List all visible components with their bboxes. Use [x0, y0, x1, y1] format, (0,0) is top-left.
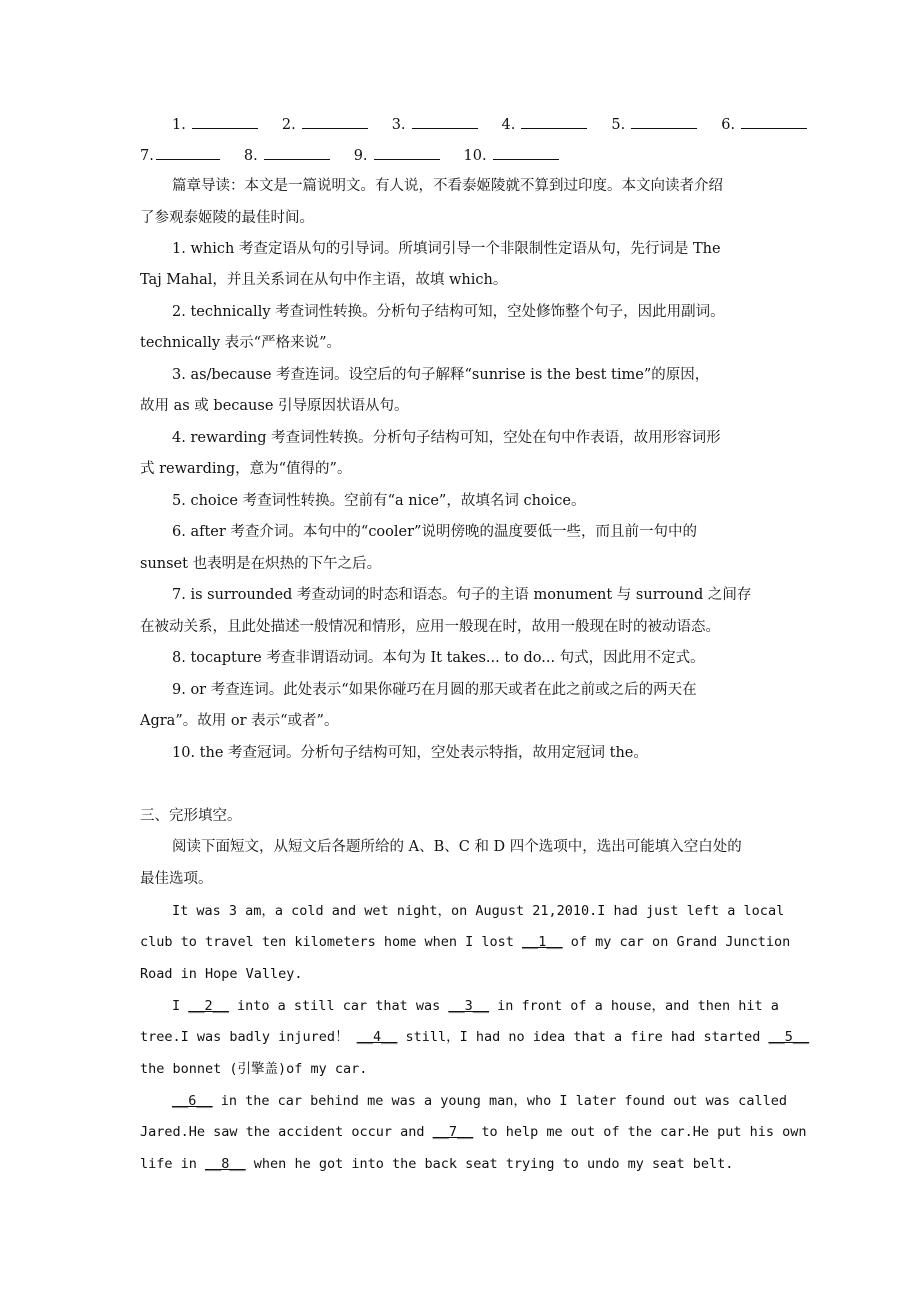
blank-label: 3. — [391, 117, 406, 133]
answer-blank[interactable] — [374, 145, 440, 160]
passage-text: life in — [140, 1156, 206, 1172]
blank-label: 10. — [463, 148, 487, 164]
passage-guide-line-1: 篇章导读：本文是一篇说明文。有人说，不看泰姬陵就不算到过印度。本文向读者介绍 — [172, 178, 723, 194]
answer-explanation-cont: 在被动关系，且此处描述一般情况和情形，应用一般现在时，故用一般现在时的被动语态。 — [140, 619, 720, 635]
passage-text: in front of a house，and then hit a — [489, 998, 779, 1014]
cloze-blank-5[interactable]: __5__ — [768, 1029, 810, 1045]
answer-explanation-cont: 故用 as 或 because 引导原因状语从句。 — [140, 398, 409, 414]
blank-label: 5. — [611, 117, 626, 133]
answer-explanation: 6. after 考查介词。本句中的“cooler”说明傍晚的温度要低一些，而且前一句中的 — [172, 524, 697, 540]
blank-label: 7. — [140, 148, 154, 164]
answer-explanation: 1. which 考查定语从句的引导词。所填词引导一个非限制性定语从句，先行词是 The — [172, 241, 721, 257]
answer-explanation: 8. tocapture 考查非谓语动词。本句为 It takes... to do... 句式，因此用不定式。 — [172, 650, 705, 666]
passage-guide-line-2: 了参观泰姬陵的最佳时间。 — [140, 210, 314, 226]
passage-line — [172, 996, 790, 1016]
cloze-blank-8[interactable]: __8__ — [205, 1156, 246, 1172]
answer-explanation-cont: Taj Mahal，并且关系词在从句中作主语，故填 which。 — [140, 272, 508, 288]
answer-blanks-row-1 — [172, 114, 790, 135]
cloze-blank-6[interactable]: __6__ — [172, 1093, 213, 1109]
cloze-blank-3[interactable]: __3__ — [448, 998, 489, 1014]
passage-text: when he got into the back seat trying to undo my seat belt. — [245, 1156, 734, 1172]
blank-label: 1. — [172, 117, 186, 133]
answer-blank[interactable] — [741, 114, 807, 129]
answer-blank[interactable] — [412, 114, 478, 129]
section-instructions: 阅读下面短文，从短文后各题所给的 A、B、C 和 D 四个选项中，选出可能填入空白处的 — [172, 839, 742, 855]
answer-explanation-cont: sunset 也表明是在炽热的下午之后。 — [140, 556, 382, 572]
answer-explanation: 9. or 考查连词。此处表示“如果你碰巧在月圆的那天或者在此之前或之后的两天在 — [172, 682, 697, 698]
blank-label: 4. — [501, 117, 516, 133]
passage-text: into a still car that was — [228, 998, 449, 1014]
answer-explanation: 7. is surrounded 考查动词的时态和语态。句子的主语 monument 与 surround 之间存 — [172, 587, 752, 603]
cloze-blank-2[interactable]: __2__ — [188, 998, 229, 1014]
blank-label: 8. — [243, 148, 258, 164]
blank-label: 2. — [281, 117, 296, 133]
answer-blank[interactable] — [264, 145, 330, 160]
cloze-blank-4[interactable]: __4__ — [356, 1029, 398, 1045]
passage-text: tree.I was badly injured！ — [140, 1029, 357, 1045]
answer-blank[interactable] — [631, 114, 697, 129]
passage-line: the bonnet (引擎盖)of my car. — [140, 1061, 368, 1077]
passage-line — [140, 932, 790, 952]
answer-explanation-cont: technically 表示“严格来说”。 — [140, 335, 342, 351]
passage-line — [140, 1154, 790, 1174]
passage-line — [172, 1091, 790, 1111]
passage-text: club to travel ten kilometers home when I lost — [140, 934, 523, 950]
section-heading: 三、完形填空。 — [140, 808, 242, 824]
cloze-blank-7[interactable]: __7__ — [432, 1124, 474, 1140]
answer-explanation-cont: Agra”。故用 or 表示“或者”。 — [140, 713, 339, 729]
passage-line — [140, 1027, 810, 1047]
passage-text: to help me out of the car.He put his own — [473, 1124, 807, 1140]
answer-blank[interactable] — [156, 145, 220, 160]
answer-explanation: 10. the 考查冠词。分析句子结构可知，空处表示特指，故用定冠词 the。 — [172, 745, 648, 761]
answer-blank[interactable] — [192, 114, 258, 129]
passage-line — [140, 1122, 807, 1142]
cloze-blank-1[interactable]: __1__ — [522, 934, 563, 950]
answer-blanks-row-2 — [140, 145, 790, 166]
passage-text: in the car behind me was a young man，who I later found out was called — [212, 1093, 787, 1109]
passage-text: of my car on Grand Junction — [562, 934, 791, 950]
blank-label: 9. — [353, 148, 368, 164]
passage-line: It was 3 am，a cold and wet night，on August 21,2010.I had just left a local — [172, 903, 785, 919]
section-instructions-cont: 最佳选项。 — [140, 871, 213, 887]
answer-blank[interactable] — [521, 114, 587, 129]
passage-line: Road in Hope Valley. — [140, 966, 303, 982]
answer-explanation: 2. technically 考查词性转换。分析句子结构可知，空处修饰整个句子，因此用副词。 — [172, 304, 725, 320]
answer-explanation: 5. choice 考查词性转换。空前有“a nice”，故填名词 choice。 — [172, 493, 586, 509]
answer-explanation: 3. as/because 考查连词。设空后的句子解释“sunrise is the best time”的原因， — [172, 367, 710, 383]
blank-label: 6. — [721, 117, 736, 133]
passage-text: Jared.He saw the accident occur and — [140, 1124, 433, 1140]
answer-explanation: 4. rewarding 考查词性转换。分析句子结构可知，空处在句中作表语，故用形容词形 — [172, 430, 721, 446]
answer-blank[interactable] — [302, 114, 368, 129]
answer-blank[interactable] — [493, 145, 559, 160]
passage-text: I — [172, 998, 189, 1014]
passage-text: still，I had no idea that a fire had started — [397, 1029, 769, 1045]
answer-explanation-cont: 式 rewarding，意为“值得的”。 — [140, 461, 352, 477]
